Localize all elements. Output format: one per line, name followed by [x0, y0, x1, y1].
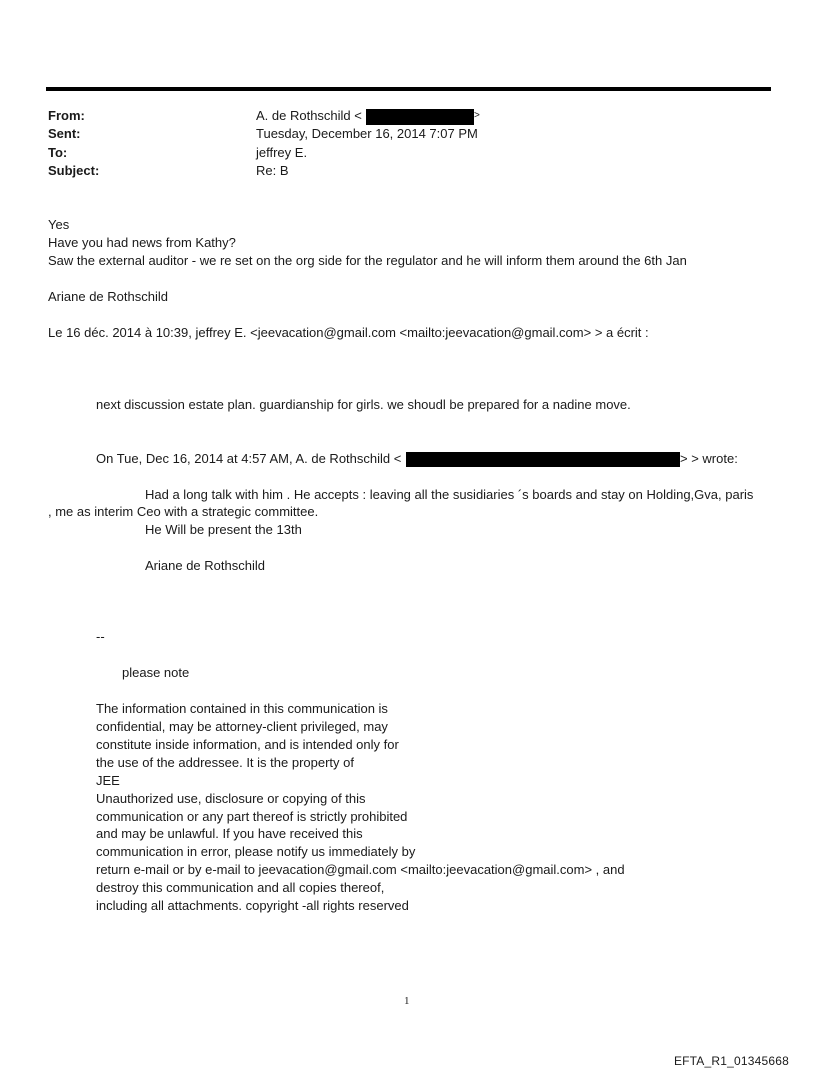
from-value: A. de Rothschild < [256, 108, 362, 123]
top-rule [46, 87, 771, 91]
redaction-box [366, 109, 474, 125]
disclaimer-line: confidential, may be attorney-client privileged, may [96, 719, 388, 734]
nested-line: He Will be present the 13th [145, 522, 302, 537]
disclaimer-line: constitute inside information, and is intended only for [96, 737, 399, 752]
separator: -- [96, 629, 105, 644]
quoted-line: next discussion estate plan. guardianship for girls. we shoudl be prepared for a nadine move. [96, 397, 631, 412]
disclaimer-line: Unauthorized use, disclosure or copying of this [96, 791, 366, 806]
signature: Ariane de Rothschild [48, 289, 168, 304]
nested-line: Had a long talk with him . He accepts : leaving all the susidiaries ´s boards and stay on Holding,Gva, paris [145, 487, 754, 502]
subject-label: Subject: [48, 163, 100, 178]
document-id: EFTA_R1_01345668 [673, 1054, 789, 1068]
disclaimer-line: destroy this communication and all copies thereof, [96, 880, 385, 895]
disclaimer-line: communication or any part thereof is strictly prohibited [96, 809, 408, 824]
please-note: please note [122, 665, 190, 680]
sent-value: Tuesday, December 16, 2014 7:07 PM [256, 126, 478, 141]
subject-value: Re: B [256, 163, 289, 178]
sent-label: Sent: [48, 126, 81, 141]
body-line-auditor: Saw the external auditor - we re set on the org side for the regulator and he will inform them around the 6th Jan [48, 253, 687, 268]
page-number: 1 [404, 995, 410, 1007]
disclaimer-line: and may be unlawful. If you have received this [96, 826, 363, 841]
to-value: jeffrey E. [256, 145, 308, 160]
body-line-yes: Yes [48, 217, 70, 232]
from-bracket-close: > [474, 110, 480, 121]
disclaimer-line: including all attachments. copyright -all rights reserved [96, 898, 409, 913]
nested-line: , me as interim Ceo with a strategic committee. [48, 504, 319, 519]
nested-header-post: > > wrote: [680, 451, 738, 466]
quote-header: Le 16 déc. 2014 à 10:39, jeffrey E. <jeevacation@gmail.com <mailto:jeevacation@gmail.com> > a écrit : [48, 325, 649, 340]
to-label: To: [48, 145, 68, 160]
disclaimer-line: communication in error, please notify us immediately by [96, 844, 416, 859]
nested-header-pre: On Tue, Dec 16, 2014 at 4:57 AM, A. de Rothschild < [96, 451, 402, 466]
from-label: From: [48, 108, 85, 123]
body-line-kathy: Have you had news from Kathy? [48, 235, 236, 250]
disclaimer-line: return e-mail or by e-mail to jeevacation@gmail.com <mailto:jeevacation@gmail.com> , and [96, 862, 625, 877]
redaction-box [406, 452, 680, 467]
disclaimer-line: JEE [96, 773, 120, 788]
nested-signature: Ariane de Rothschild [145, 558, 265, 573]
disclaimer-line: the use of the addressee. It is the property of [96, 755, 354, 770]
disclaimer-line: The information contained in this communication is [96, 701, 388, 716]
